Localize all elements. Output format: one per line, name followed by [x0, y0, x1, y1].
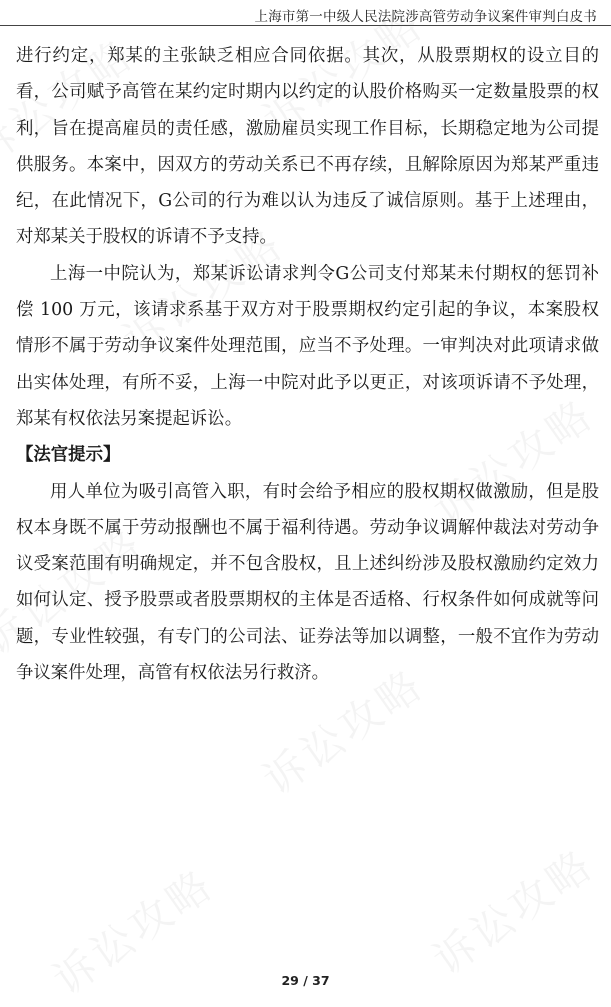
paragraph-continuation: 进行约定，郑某的主张缺乏相应合同依据。其次，从股票期权的设立目的看，公司赋予高管在某约定时期内以约定的认股价格购买一定数量股票的权利，旨在提高雇员的责任感，激励雇员实现工作目标，长期稳定地为公司提供服务。本案中，因双方的劳动关系已不再存续，且解除原因为郑某严重违纪，在此情况下，G公司的行为难以认为违反了诚信原则。基于上述理由，对郑某关于股权的诉请不予支持。: [16, 46, 599, 248]
paragraph-judge-tip: 用人单位为吸引高管入职，有时会给予相应的股权期权做激励，但是股权本身既不属于劳动报酬也不属于福利待遇。劳动争议调解仲裁法对劳动争议受案范围有明确规定，并不包含股权，且上述纠纷涉及股权激励约定效力如何认定、授予股票或者股票期权的主体是否适格、行权条件如何成就等问题，专业性较强，有专门的公司法、证券法等加以调整，一般不宜作为劳动争议案件处理，高管有权依法另行救济。: [16, 481, 599, 684]
document-body: [16, 38, 599, 691]
header-divider: [0, 25, 611, 26]
paragraph-court-opinion: 上海一中院认为，郑某诉讼请求判令G公司支付郑某未付期权的惩罚补偿 100 万元，该请求系基于双方对于股票期权约定引起的争议，本案股权情形不属于劳动争议案件处理范围，应当不予处理。一审判决对此项请求做出实体处理，有所不妥，上海一中院对此予以更正，对该项诉请不予处理，郑某有权依法另案提起诉讼。: [16, 263, 599, 429]
page-header: [0, 0, 611, 26]
header-title: 上海市第一中级人民法院涉高管劳动争议案件审判白皮书: [254, 9, 597, 25]
section-heading: 【法官提示】: [16, 445, 121, 466]
watermark: [419, 833, 604, 988]
page-number: 29 / 37: [281, 973, 330, 988]
